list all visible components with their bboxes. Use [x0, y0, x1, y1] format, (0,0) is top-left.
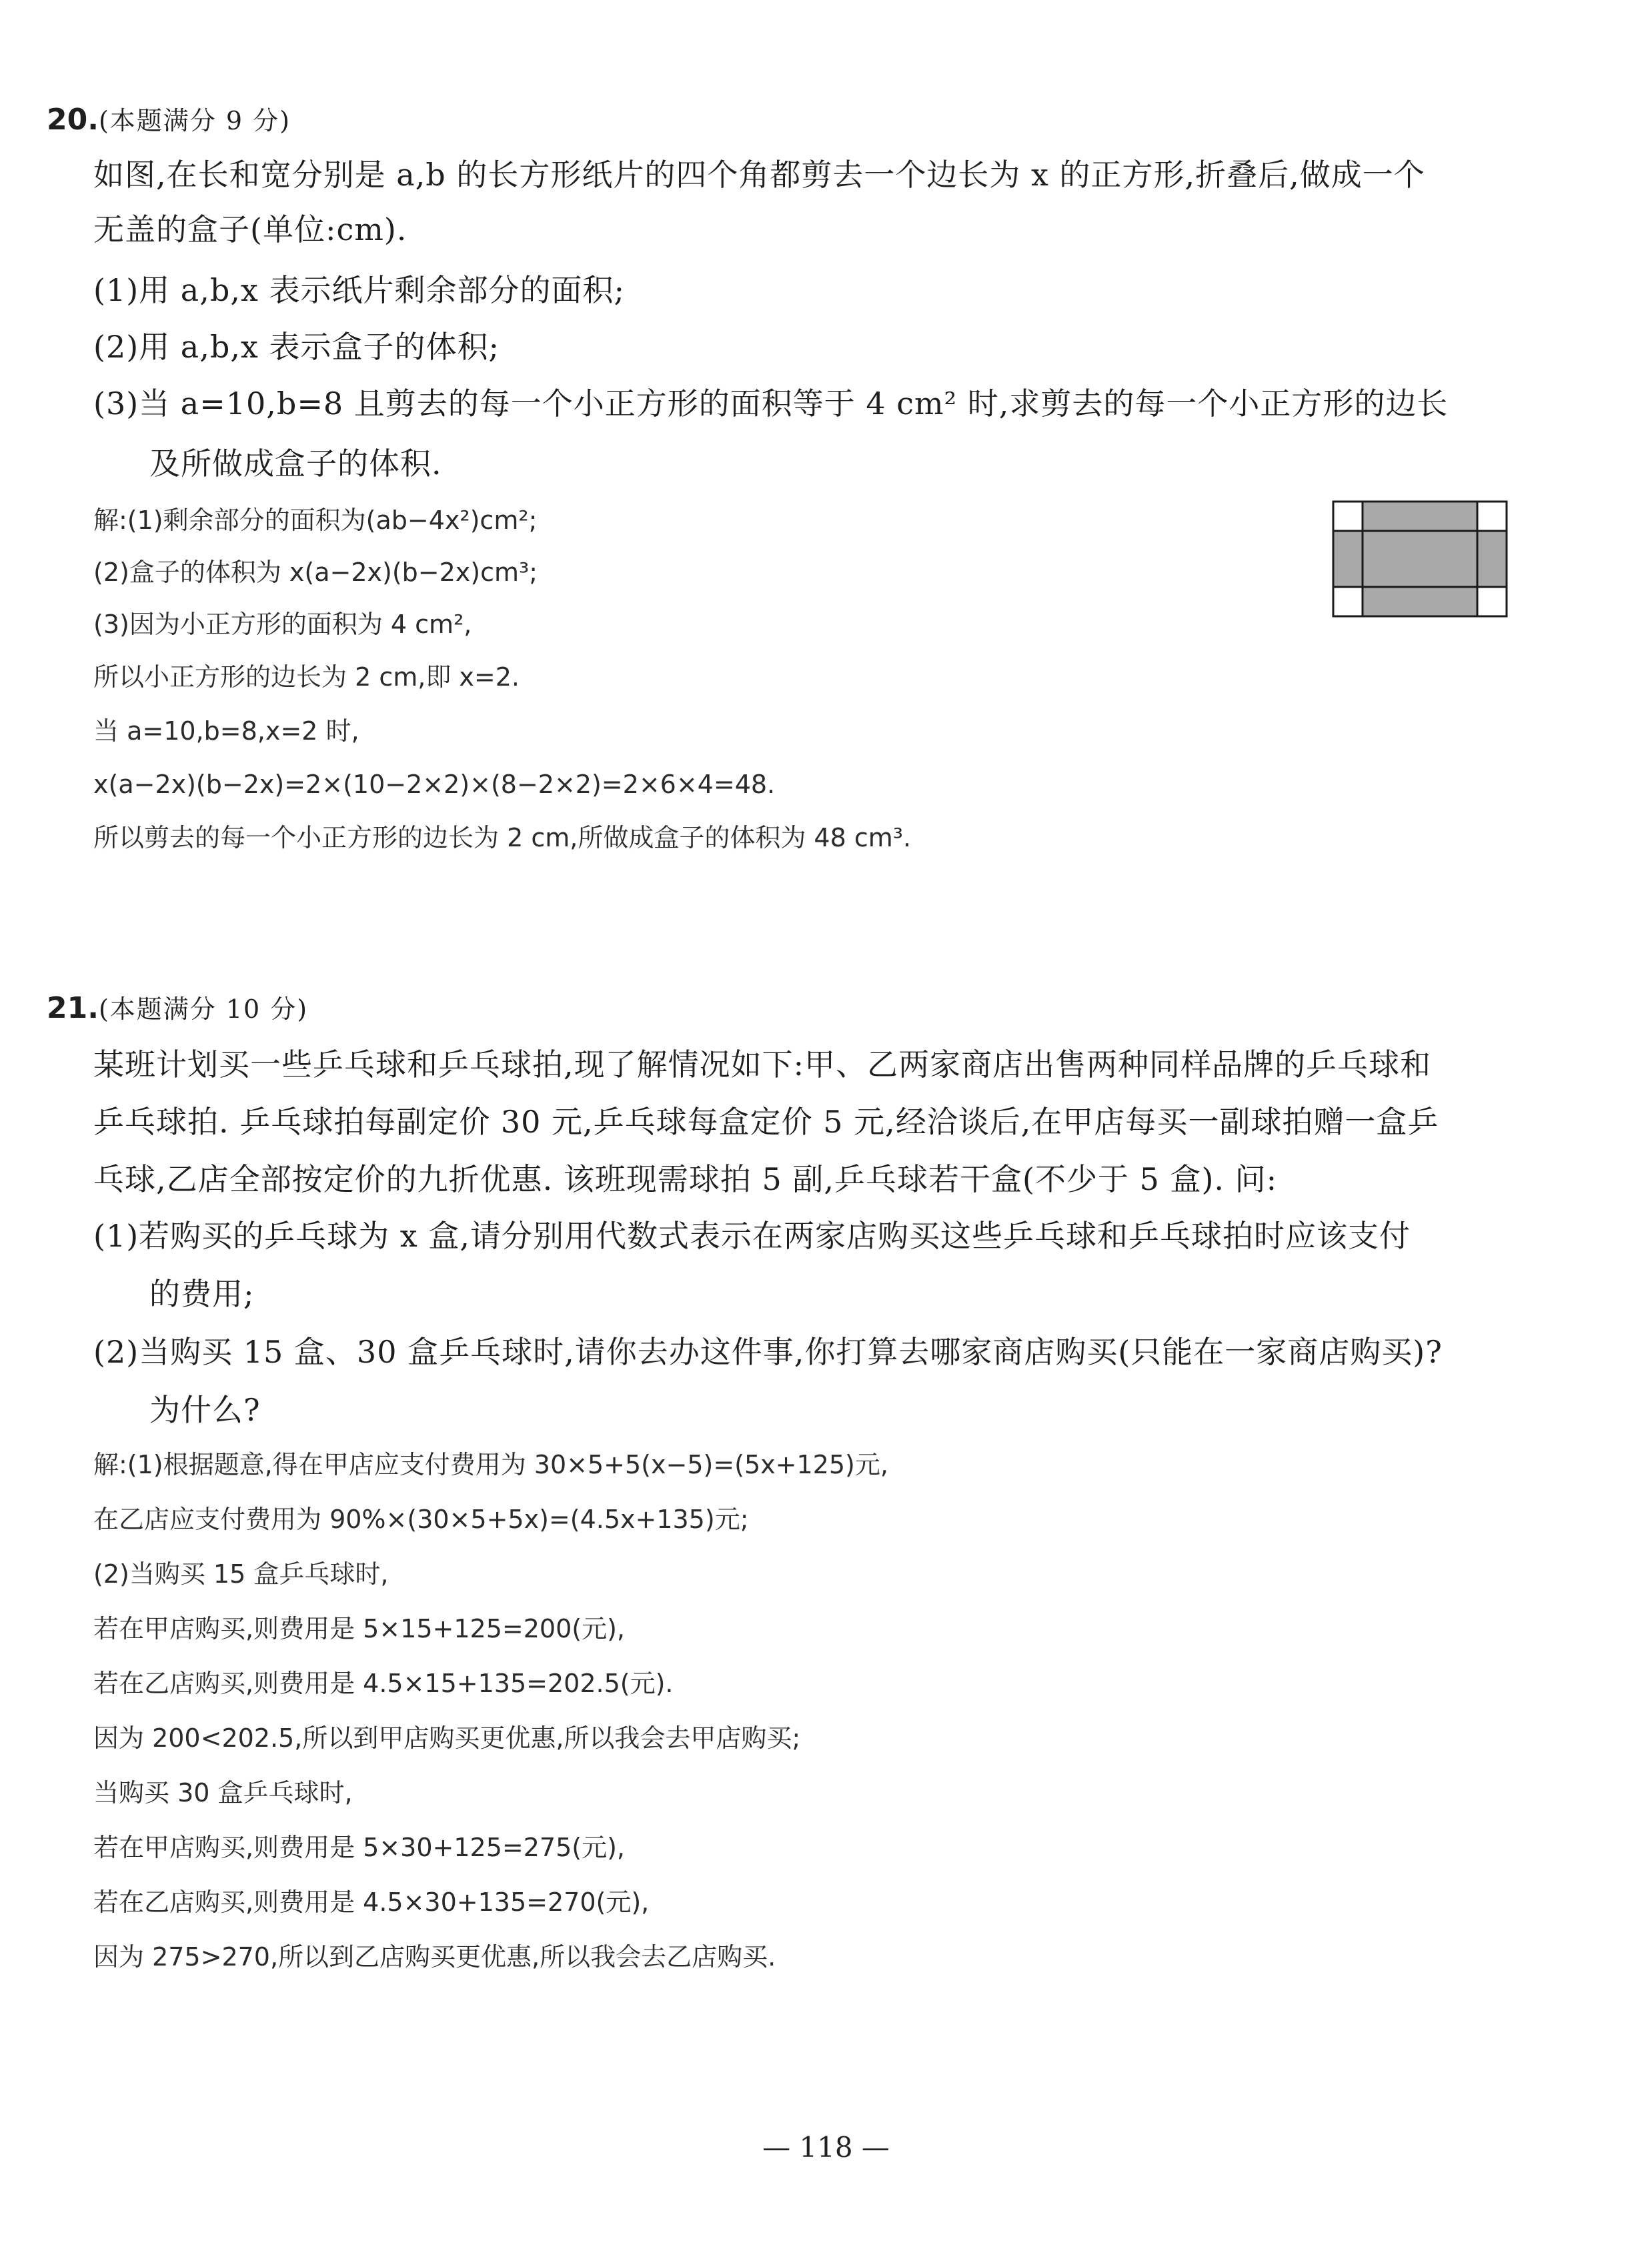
problem-21-solution-line: 因为 200<202.5,所以到甲店购买更优惠,所以我会去甲店购买; [93, 1723, 801, 1753]
problem-21-stem-line: (1)若购买的乒乓球为 x 盒,请分别用代数式表示在两家店购买这些乒乓球和乒乓球拍时应该支付 [93, 1218, 1411, 1254]
problem-20-stem-line: (2)用 a,b,x 表示盒子的体积; [93, 329, 500, 365]
problem-21-points: (本题满分 10 分) [98, 994, 309, 1024]
problem-21-stem-line: 某班计划买一些乒乓球和乒乓球拍,现了解情况如下:甲、乙两家商店出售两种同样品牌的乒乓球和 [93, 1046, 1432, 1082]
problem-21-stem-line: 的费用; [149, 1276, 255, 1312]
problem-21-solution-line: (2)当购买 15 盒乒乓球时, [93, 1559, 389, 1589]
problem-20-stem-line: 如图,在长和宽分别是 a,b 的长方形纸片的四个角都剪去一个边长为 x 的正方形,折叠后,做成一个 [93, 157, 1425, 193]
problem-20-solution-line: 所以小正方形的边长为 2 cm,即 x=2. [93, 662, 520, 692]
problem-21-solution-line: 解:(1)根据题意,得在甲店应支付费用为 30×5+5(x−5)=(5x+125)元, [93, 1450, 888, 1479]
problem-21-number: 21. [47, 991, 99, 1025]
problem-21-solution-line: 当购买 30 盒乒乓球时, [93, 1778, 353, 1807]
problem-20-stem-line: (3)当 a=10,b=8 且剪去的每一个小正方形的面积等于 4 cm² 时,求剪去的每一个小正方形的边长 [93, 386, 1449, 422]
problem-21-stem-line: 为什么? [149, 1392, 261, 1428]
problem-20-solution-line: (3)因为小正方形的面积为 4 cm², [93, 610, 472, 639]
problem-20-stem-line: 及所做成盒子的体积. [149, 446, 442, 482]
problem-20-header [47, 100, 291, 141]
cut-corner-square [1477, 502, 1507, 531]
cut-corner-square [1333, 587, 1363, 616]
cut-corner-square [1333, 502, 1363, 531]
problem-21-header [47, 988, 308, 1029]
problem-20-solution-line: 当 a=10,b=8,x=2 时, [93, 716, 359, 746]
problem-21-stem-line: (2)当购买 15 盒、30 盒乒乓球时,请你去办这件事,你打算去哪家商店购买(只能在一家商店购买)? [93, 1334, 1443, 1370]
problem-20-stem-line: 无盖的盒子(单位:cm). [93, 211, 407, 247]
problem-21-stem-line: 乓球,乙店全部按定价的九折优惠. 该班现需球拍 5 副,乒乓球若干盒(不少于 5 盒). 问: [93, 1161, 1278, 1197]
cut-corner-square [1477, 587, 1507, 616]
problem-20-solution-line: (2)盒子的体积为 x(a−2x)(b−2x)cm³; [93, 558, 538, 587]
problem-20-points: (本题满分 9 分) [98, 106, 291, 135]
page-number: — 118 — [762, 2131, 890, 2164]
problem-21-stem-line: 乒乓球拍. 乒乓球拍每副定价 30 元,乒乓球每盒定价 5 元,经洽谈后,在甲店每买一副球拍赠一盒乒 [93, 1104, 1439, 1140]
problem-20-solution-line: x(a−2x)(b−2x)=2×(10−2×2)×(8−2×2)=2×6×4=48. [93, 770, 776, 799]
problem-21-solution-line: 在乙店应支付费用为 90%×(30×5+5x)=(4.5x+135)元; [93, 1505, 749, 1534]
problem-21-solution-line: 若在乙店购买,则费用是 4.5×15+135=202.5(元). [93, 1669, 674, 1698]
box-net-figure [1332, 500, 1508, 618]
problem-21-solution-line: 若在甲店购买,则费用是 5×30+125=275(元), [93, 1833, 625, 1862]
problem-21-solution-line: 若在甲店购买,则费用是 5×15+125=200(元), [93, 1614, 625, 1643]
problem-20-solution-line: 解:(1)剩余部分的面积为(ab−4x²)cm²; [93, 506, 538, 535]
problem-21-solution-line: 若在乙店购买,则费用是 4.5×30+135=270(元), [93, 1888, 650, 1917]
problem-20-stem-line: (1)用 a,b,x 表示纸片剩余部分的面积; [93, 272, 625, 308]
problem-21-solution-line: 因为 275>270,所以到乙店购买更优惠,所以我会去乙店购买. [93, 1942, 776, 1972]
problem-20-solution-line: 所以剪去的每一个小正方形的边长为 2 cm,所做成盒子的体积为 48 cm³. [93, 823, 912, 852]
problem-20-number: 20. [47, 103, 99, 137]
